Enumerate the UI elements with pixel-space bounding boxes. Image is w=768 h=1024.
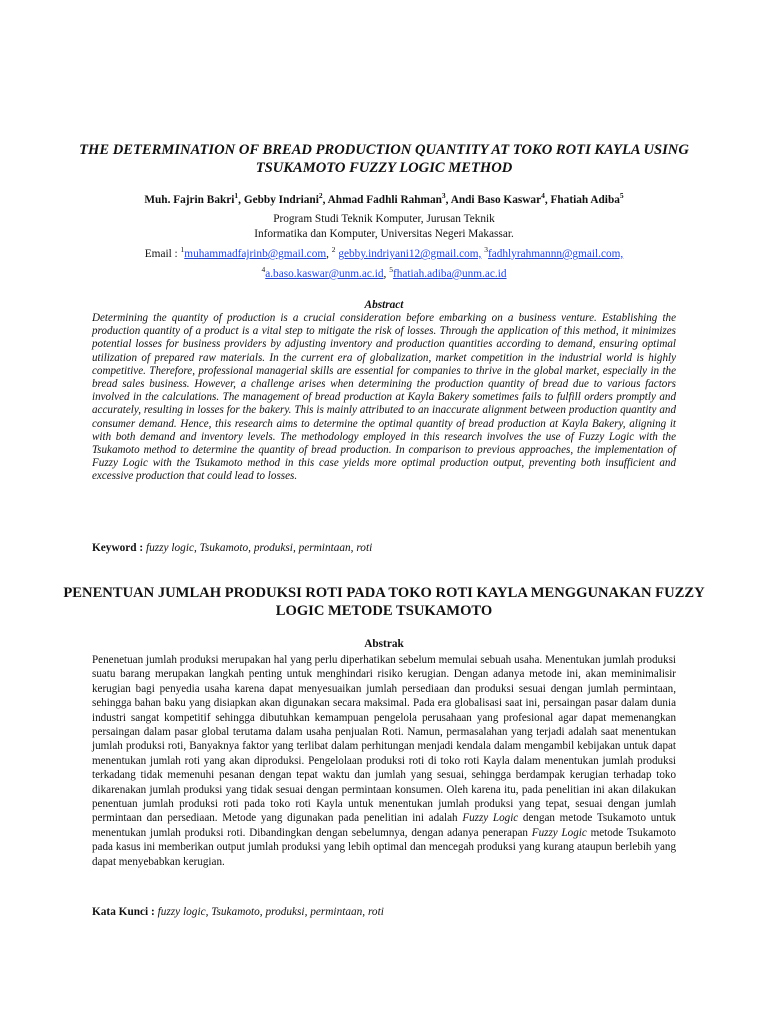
- email-link-3[interactable]: fadhlyrahmannn@gmail.com,: [487, 247, 624, 260]
- email-link-4[interactable]: a.baso.kaswar@unm.ac.id: [265, 267, 384, 280]
- email-4-mark: 4: [261, 264, 266, 274]
- abstract-text-english: Determining the quantity of production is a crucial consideration before embarking on a business venture. Establishing the production quantity of a product is a vital step to mitigate the risk of losses. Through the application of this method, it minimizes potential losses for business providers by adjusting inventory and production quantities according to demand, ensuring optimal utilization of prepared raw materials. In the current era of globalization, market competition in the industrial world is highly competitive. Therefore, professional managerial skills are essential for companies to thrive in the global market, especially in the bread sales business. However, a challenge arises when determining the production quantity of bread due to various factors involved in the calculations. The management of bread production at Kayla Bakery sometimes fails to fulfill orders promptly and accurately, resulting in losses for the bakery. This is mainly attributed to an inaccurate alignment between production quantity and consumer demand. Hence, this research aims to determine the optimal quantity of bread production at Kayla Bakery, aligning it with both demand and inventory levels. The methodology employed in this research involves the use of Fuzzy Logic with the Tsukamoto method to determine the quantity of bread production. In comparison to previous approaches, the implementation of Fuzzy Logic with the Tsukamoto method in this case yields more optimal production output, preventing both insufficient and excessive production that could lead to losses.: [92, 312, 676, 483]
- email-1-separator: ,: [326, 247, 329, 260]
- abstract-id-part-2: dengan metode Tsukamoto untuk menentukan jumlah produksi roti. Dibandingkan dengan sebelumnya, dengan adanya penerapan: [92, 812, 676, 839]
- abstract-heading-indonesian: Abstrak: [364, 638, 404, 650]
- abstract-heading-english: Abstract: [364, 299, 404, 311]
- author-4-mark: 4: [541, 191, 545, 200]
- email-4-separator: ,: [383, 267, 387, 280]
- email-5-mark: 5: [389, 264, 393, 274]
- keywords-indonesian: [92, 905, 692, 919]
- author-2: Gebby Indriani: [243, 193, 319, 206]
- author-3-mark: 3: [441, 191, 446, 200]
- email-line-2: [40, 262, 728, 282]
- email-line-1: [40, 242, 728, 262]
- author-3: Ahmad Fadhli Rahman: [327, 193, 442, 206]
- author-list: Muh. Fajrin Bakri$^1$, Gebby Indriani$^2$, Ahmad Fadhli Rahman$^3$, Andi Baso Kaswar$^4$, Fhatiah Adiba$^5$: [144, 191, 624, 206]
- affiliation-block: [40, 212, 728, 282]
- email-label: Email :: [144, 247, 178, 260]
- paper-title-indonesian: PENENTUAN JUMLAH PRODUKSI ROTI PADA TOKO ROTI KAYLA MENGGUNAKAN FUZZY LOGIC METODE TSUKAMOTO: [63, 585, 705, 619]
- email-link-5[interactable]: fhatiah.adiba@unm.ac.id: [392, 267, 507, 280]
- abstract-id-term-2: Fuzzy Logic: [531, 826, 587, 839]
- paper-title-english: THE DETERMINATION OF BREAD PRODUCTION QUANTITY AT TOKO ROTI KAYLA USING TSUKAMOTO FUZZY LOGIC METHOD: [79, 142, 689, 176]
- author-1: Muh. Fajrin Bakri: [144, 193, 235, 206]
- keywords-indonesian-label: Kata Kunci :: [92, 906, 155, 918]
- abstract-id-part-1: Penenetuan jumlah produksi merupakan hal yang perlu diperhatikan sebelum memulai sebuah usaha. Menentukan jumlah produksi suatu barang merupakan langkah penting untuk menghindari risiko kerugian. Dengan adanya metode ini, akan meminimalisir kerugian bagi penyedia usaha karena dapat menyesuaikan jumlah persediaan dan produksi sesuai dengan jumlah permintaan, sehingga bahan baku yang disiapkan akan digunakan secara maksimal. Pada era globalisasi saat ini, persaingan pasar dalam dunia industri sangat kompetitif sehingga dibutuhkan kemampuan pengelola perusahaan yang profesional agar dapat memenangkan persaingan dalam pasar global terutama dalam usaha penjualan Roti. Namun, permasalahan yang terjadi adalah saat menentukan jumlah produksi roti, Banyaknya faktor yang terlibat dalam perhitungan menjadi kendala dalam mengambil kebijakan untuk dapat menentukan jumlah roti yang akan diproduksi. Pengelolaan produksi roti di toko roti Kayla dalam menentukan jumlah produksi terkadang tidak memenuhi pesanan dengan tepat waktu dan jumlah yang sesuai, sehingga berdampak kerugian terhadap toko dikarenakan jumlah produksi yang tidak sesuai dengan permintaan konsumen. Oleh karena itu, pada penelitian ini akan dilakukan penentuan jumlah produksi roti pada toko roti Kayla untuk menentukan jumlah produksi yang tepat, sesuai dengan jumlah permintaan dan persediaan. Metode yang digunakan pada penelitian ini adalah: [92, 654, 676, 825]
- abstract-id-part-3: metode Tsukamoto pada kasus ini memberikan output jumlah produksi yang lebih optimal dan mencegah produksi yang kurang ataupun berlebih yang dapat menyebabkan kerugian.: [92, 826, 676, 868]
- keywords-indonesian-list: fuzzy logic, Tsukamoto, produksi, permintaan, roti: [157, 906, 384, 918]
- affiliation-line-1: Program Studi Teknik Komputer, Jurusan Teknik: [273, 213, 495, 225]
- author-4: Andi Baso Kaswar: [450, 193, 542, 206]
- email-1-mark: 1: [180, 245, 185, 254]
- abstract-id-term-1: Fuzzy Logic: [462, 812, 519, 825]
- email-3-mark: 3: [484, 245, 488, 254]
- keywords-english-label: Keyword :: [92, 542, 144, 554]
- author-2-mark: 2: [318, 191, 323, 200]
- author-1-mark: 1: [234, 191, 239, 200]
- abstract-text-indonesian: [92, 653, 676, 869]
- email-link-2[interactable]: gebby.indriyani12@gmail.com,: [338, 247, 482, 260]
- email-link-1[interactable]: muhammadfajrinb@gmail.com: [184, 247, 327, 260]
- author-5: Fhatiah Adiba: [550, 193, 620, 206]
- affiliation-line-2: Informatika dan Komputer, Universitas Negeri Makassar.: [254, 228, 514, 240]
- author-5-mark: 5: [619, 191, 624, 200]
- email-2-mark: 2: [331, 245, 336, 254]
- keywords-english: [92, 541, 692, 555]
- keywords-english-list: fuzzy logic, Tsukamoto, produksi, permintaan, roti: [145, 542, 373, 554]
